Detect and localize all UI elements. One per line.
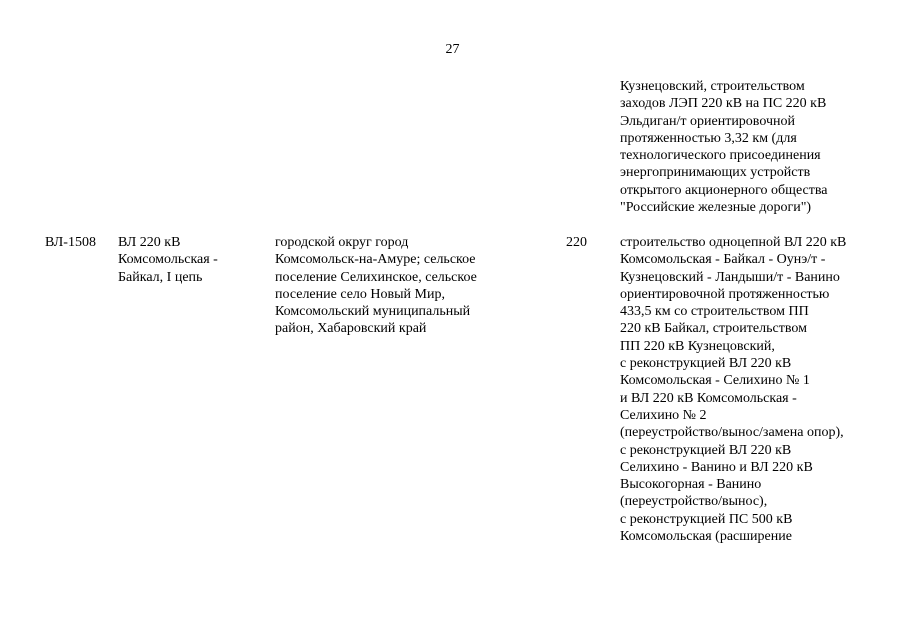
voltage-cell: 220: [566, 235, 587, 250]
object-name-cell: ВЛ 220 кВ Комсомольская - Байкал, I цепь: [118, 235, 218, 285]
object-code-cell: ВЛ-1508: [45, 235, 96, 250]
location-cell: городской округ город Комсомольск-на-Амуре; сельское поселение Селихинское, сельское поселение село Новый Мир, Комсомольский муниципальный район, Хабаровский край: [275, 235, 477, 337]
description-cell: строительство одноцепной ВЛ 220 кВ Комсомольская - Байкал - Оунэ/т - Кузнецовский - Ландыши/т - Ванино ориентировочной протяженностью 433,5 км со строительством ПП 220 кВ Байкал, строительством ПП 220 кВ Кузнецовский, с реконструкцией ВЛ 220 кВ Комсомольская - Селихино № 1 и ВЛ 220 кВ Комсомольская - Селихино № 2 (переустройство/вынос/замена опор), с реконструкцией ВЛ 220 кВ Селихино - Ванино и ВЛ 220 кВ Высокогорная - Ванино (переустройство/вынос), с реконструкцией ПС 500 кВ Комсомольская (расширение: [620, 235, 847, 545]
page-number: 27: [445, 42, 460, 57]
continued-description-cell: Кузнецовский, строительством заходов ЛЭП 220 кВ на ПС 220 кВ Эльдиган/т ориентировочной протяженностью 3,32 км (для технологического присоединения энергопринимающих устройств открытого акционерного общества "Российские железные дороги"): [620, 79, 828, 216]
